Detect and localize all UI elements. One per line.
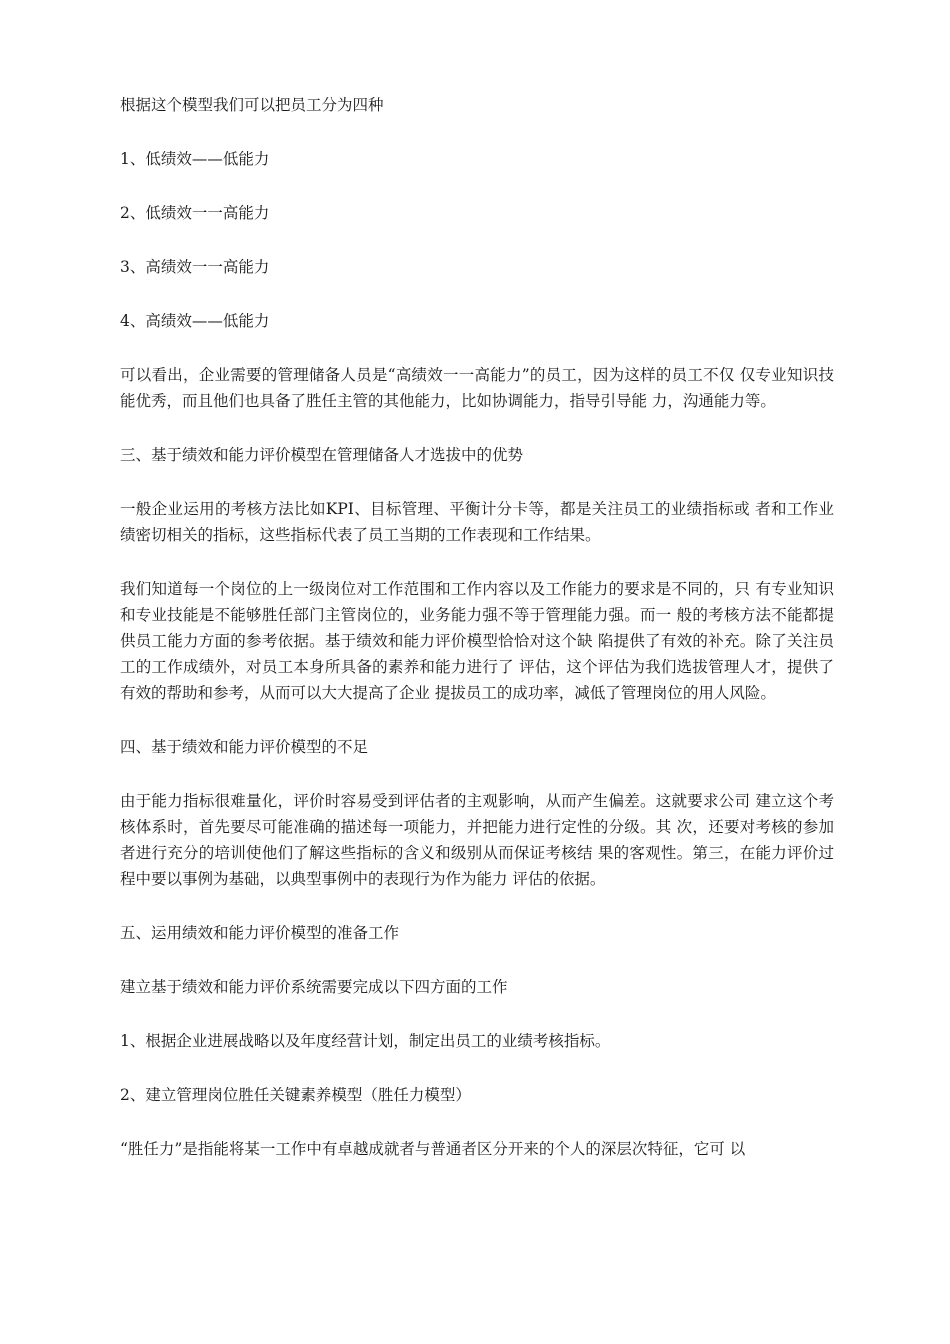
paragraph-preparation: 建立基于绩效和能力评价系统需要完成以下四方面的工作 xyxy=(120,978,508,996)
section-heading-3: 三、基于绩效和能力评价模型在管理储备人才选拔中的优势 xyxy=(120,446,524,464)
section-heading-4: 四、基于绩效和能力评价模型的不足 xyxy=(120,738,369,756)
list-item-2: 2、低绩效一一高能力 xyxy=(120,204,270,222)
paragraph-advantages: 我们知道每一个岗位的上一级岗位对工作范围和工作内容以及工作能力的要求是不同的，只 有专业知识和专业技能是不能够胜任部门主管岗位的，业务能力强不等于管理能力强。而一 般的考核方法不能都提供员工能力方面的参考依据。基于绩效和能力评价模型恰恰对这个缺 陷提供了有效的补充。除了关注员工的工作成绩外，对员工本身所具备的素养和能力进行了 评估，这个评估为我们选拔管理人才，提供了有效的帮助和参考，从而可以大大提高了企业 提拔员工的成功率，减低了管理岗位的用人风险。 xyxy=(120,580,834,702)
paragraph-intro: 根据这个模型我们可以把员工分为四种 xyxy=(120,96,384,114)
list-item-1: 1、低绩效——低能力 xyxy=(120,150,270,168)
paragraph-conclusion: 可以看出，企业需要的管理储备人员是“高绩效一一高能力”的员工，因为这样的员工不仅 仅专业知识技能优秀，而且他们也具备了胜任主管的其他能力，比如协调能力，指导引导能 力，沟通能力等。 xyxy=(120,366,834,410)
step-item-2: 2、建立管理岗位胜任关键素养模型（胜任力模型） xyxy=(120,1086,471,1104)
document-page xyxy=(120,92,834,1190)
paragraph-competency: “胜任力”是指能将某一工作中有卓越成就者与普通者区分开来的个人的深层次特征，它可 以 xyxy=(120,1140,746,1158)
list-item-3: 3、高绩效一一高能力 xyxy=(120,258,270,276)
step-item-1: 1、根据企业进展战略以及年度经营计划，制定出员工的业绩考核指标。 xyxy=(120,1032,611,1050)
paragraph-shortcomings: 由于能力指标很难量化，评价时容易受到评估者的主观影响，从而产生偏差。这就要求公司 建立这个考核体系时，首先要尽可能准确的描述每一项能力，并把能力进行定性的分级。其 次，还要对考核的参加者进行充分的培训使他们了解这些指标的含义和级别从而保证考核结 果的客观性。第三，在能力评价过程中要以事例为基础，以典型事例中的表现行为作为能力 评估的依据。 xyxy=(120,792,834,888)
paragraph-methods: 一般企业运用的考核方法比如KPI、目标管理、平衡计分卡等，都是关注员工的业绩指标或 者和工作业绩密切相关的指标，这些指标代表了员工当期的工作表现和工作结果。 xyxy=(120,500,834,544)
section-heading-5: 五、运用绩效和能力评价模型的准备工作 xyxy=(120,924,400,942)
list-item-4: 4、高绩效——低能力 xyxy=(120,312,270,330)
